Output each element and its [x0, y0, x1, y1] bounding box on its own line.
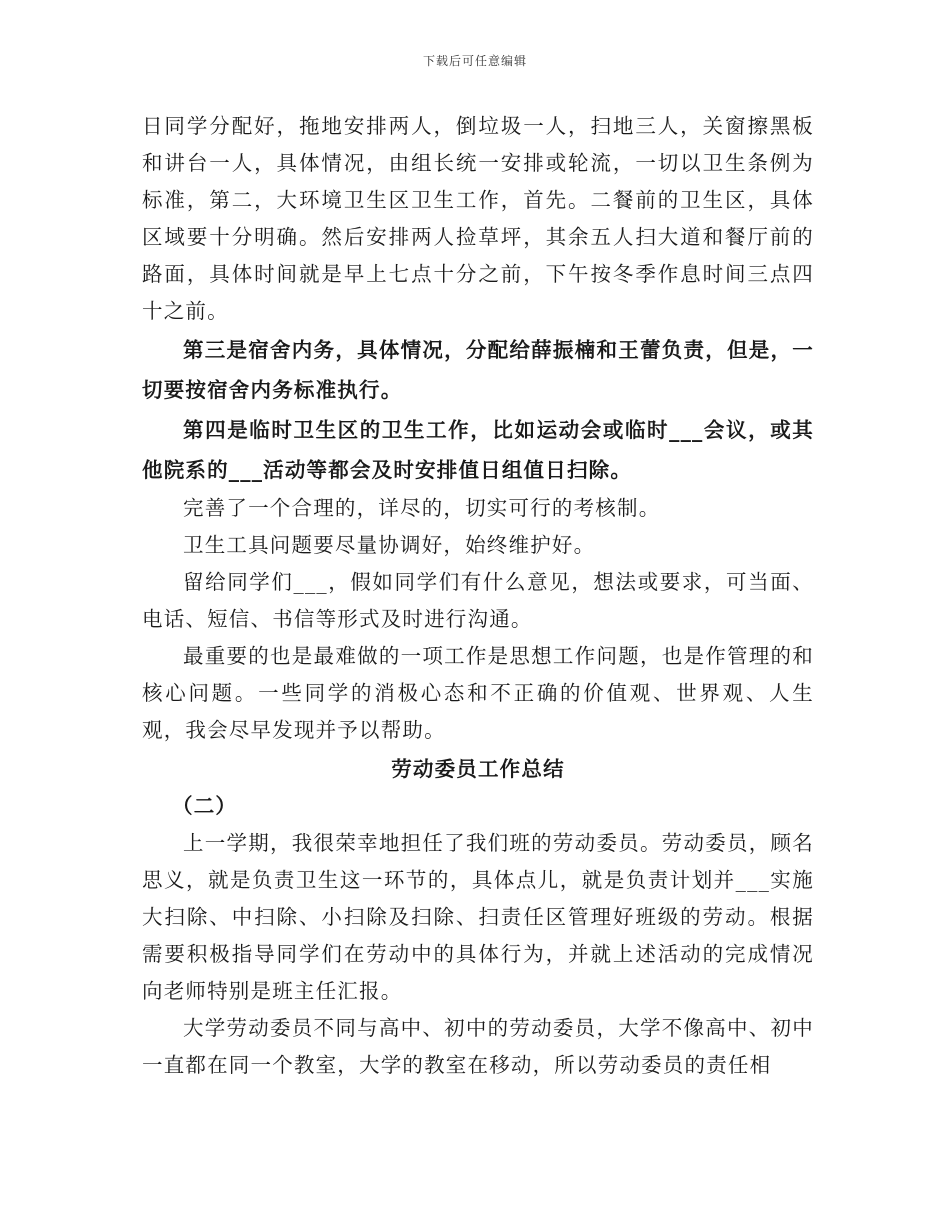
paragraph-5: 卫生工具问题要尽量协调好，始终维护好。: [183, 533, 596, 557]
paragraph-9: 大学劳动委员不同与高中、初中的劳动委员，大学不像高中、初中一直都在同一个教室，大学的教室在移动，所以劳动委员的责任相: [142, 1016, 814, 1077]
paragraph-1: 日同学分配好，拖地安排两人，倒垃圾一人，扫地三人，关窗擦黑板和讲台一人，具体情况，由组长统一安排或轮流，一切以卫生条例为标准，第二，大环境卫生区卫生工作，首先。二餐前的卫生区，具体区域要十分明确。然后安排两人捡草坪，其余五人扫大道和餐厅前的路面，具体时间就是早上七点十分之前，下午按冬季作息时间三点四十之前。: [142, 114, 814, 323]
page-header: 下载后可任意编辑: [422, 54, 527, 68]
paragraph-6: 留给同学们___，假如同学们有什么意见，想法或要求，可当面、电话、短信、书信等形式及时进行沟通。: [142, 570, 814, 631]
paragraph-7: 最重要的也是最难做的一项工作是思想工作问题，也是作管理的和核心问题。一些同学的消极心态和不正确的价值观、世界观、人生观，我会尽早发现并予以帮助。: [142, 644, 814, 742]
section-subtitle: （二）: [172, 794, 238, 818]
paragraph-8: 上一学期，我很荣幸地担任了我们班的劳动委员。劳动委员，顾名思义，就是负责卫生这一环节的，具体点儿，就是负责计划并___实施大扫除、中扫除、小扫除及扫除、扫责任区管理好班级的劳动。根据需要积极指导同学们在劳动中的具体行为，并就上述活动的完成情况向老师特别是班主任汇报。: [142, 831, 814, 1003]
paragraph-2-bold: 第三是宿舍内务，具体情况，分配给薛振楠和王蕾负责，但是，一切要按宿舍内务标准执行。: [142, 338, 814, 402]
section-title: 劳动委员工作总结: [391, 757, 565, 781]
paragraph-4: 完善了一个合理的，详尽的，切实可行的考核制。: [183, 496, 661, 520]
paragraph-3-bold: 第四是临时卫生区的卫生工作，比如运动会或临时___会议，或其他院系的___活动等都会及时安排值日组值日扫除。: [142, 418, 814, 482]
document-body: [142, 108, 814, 1084]
